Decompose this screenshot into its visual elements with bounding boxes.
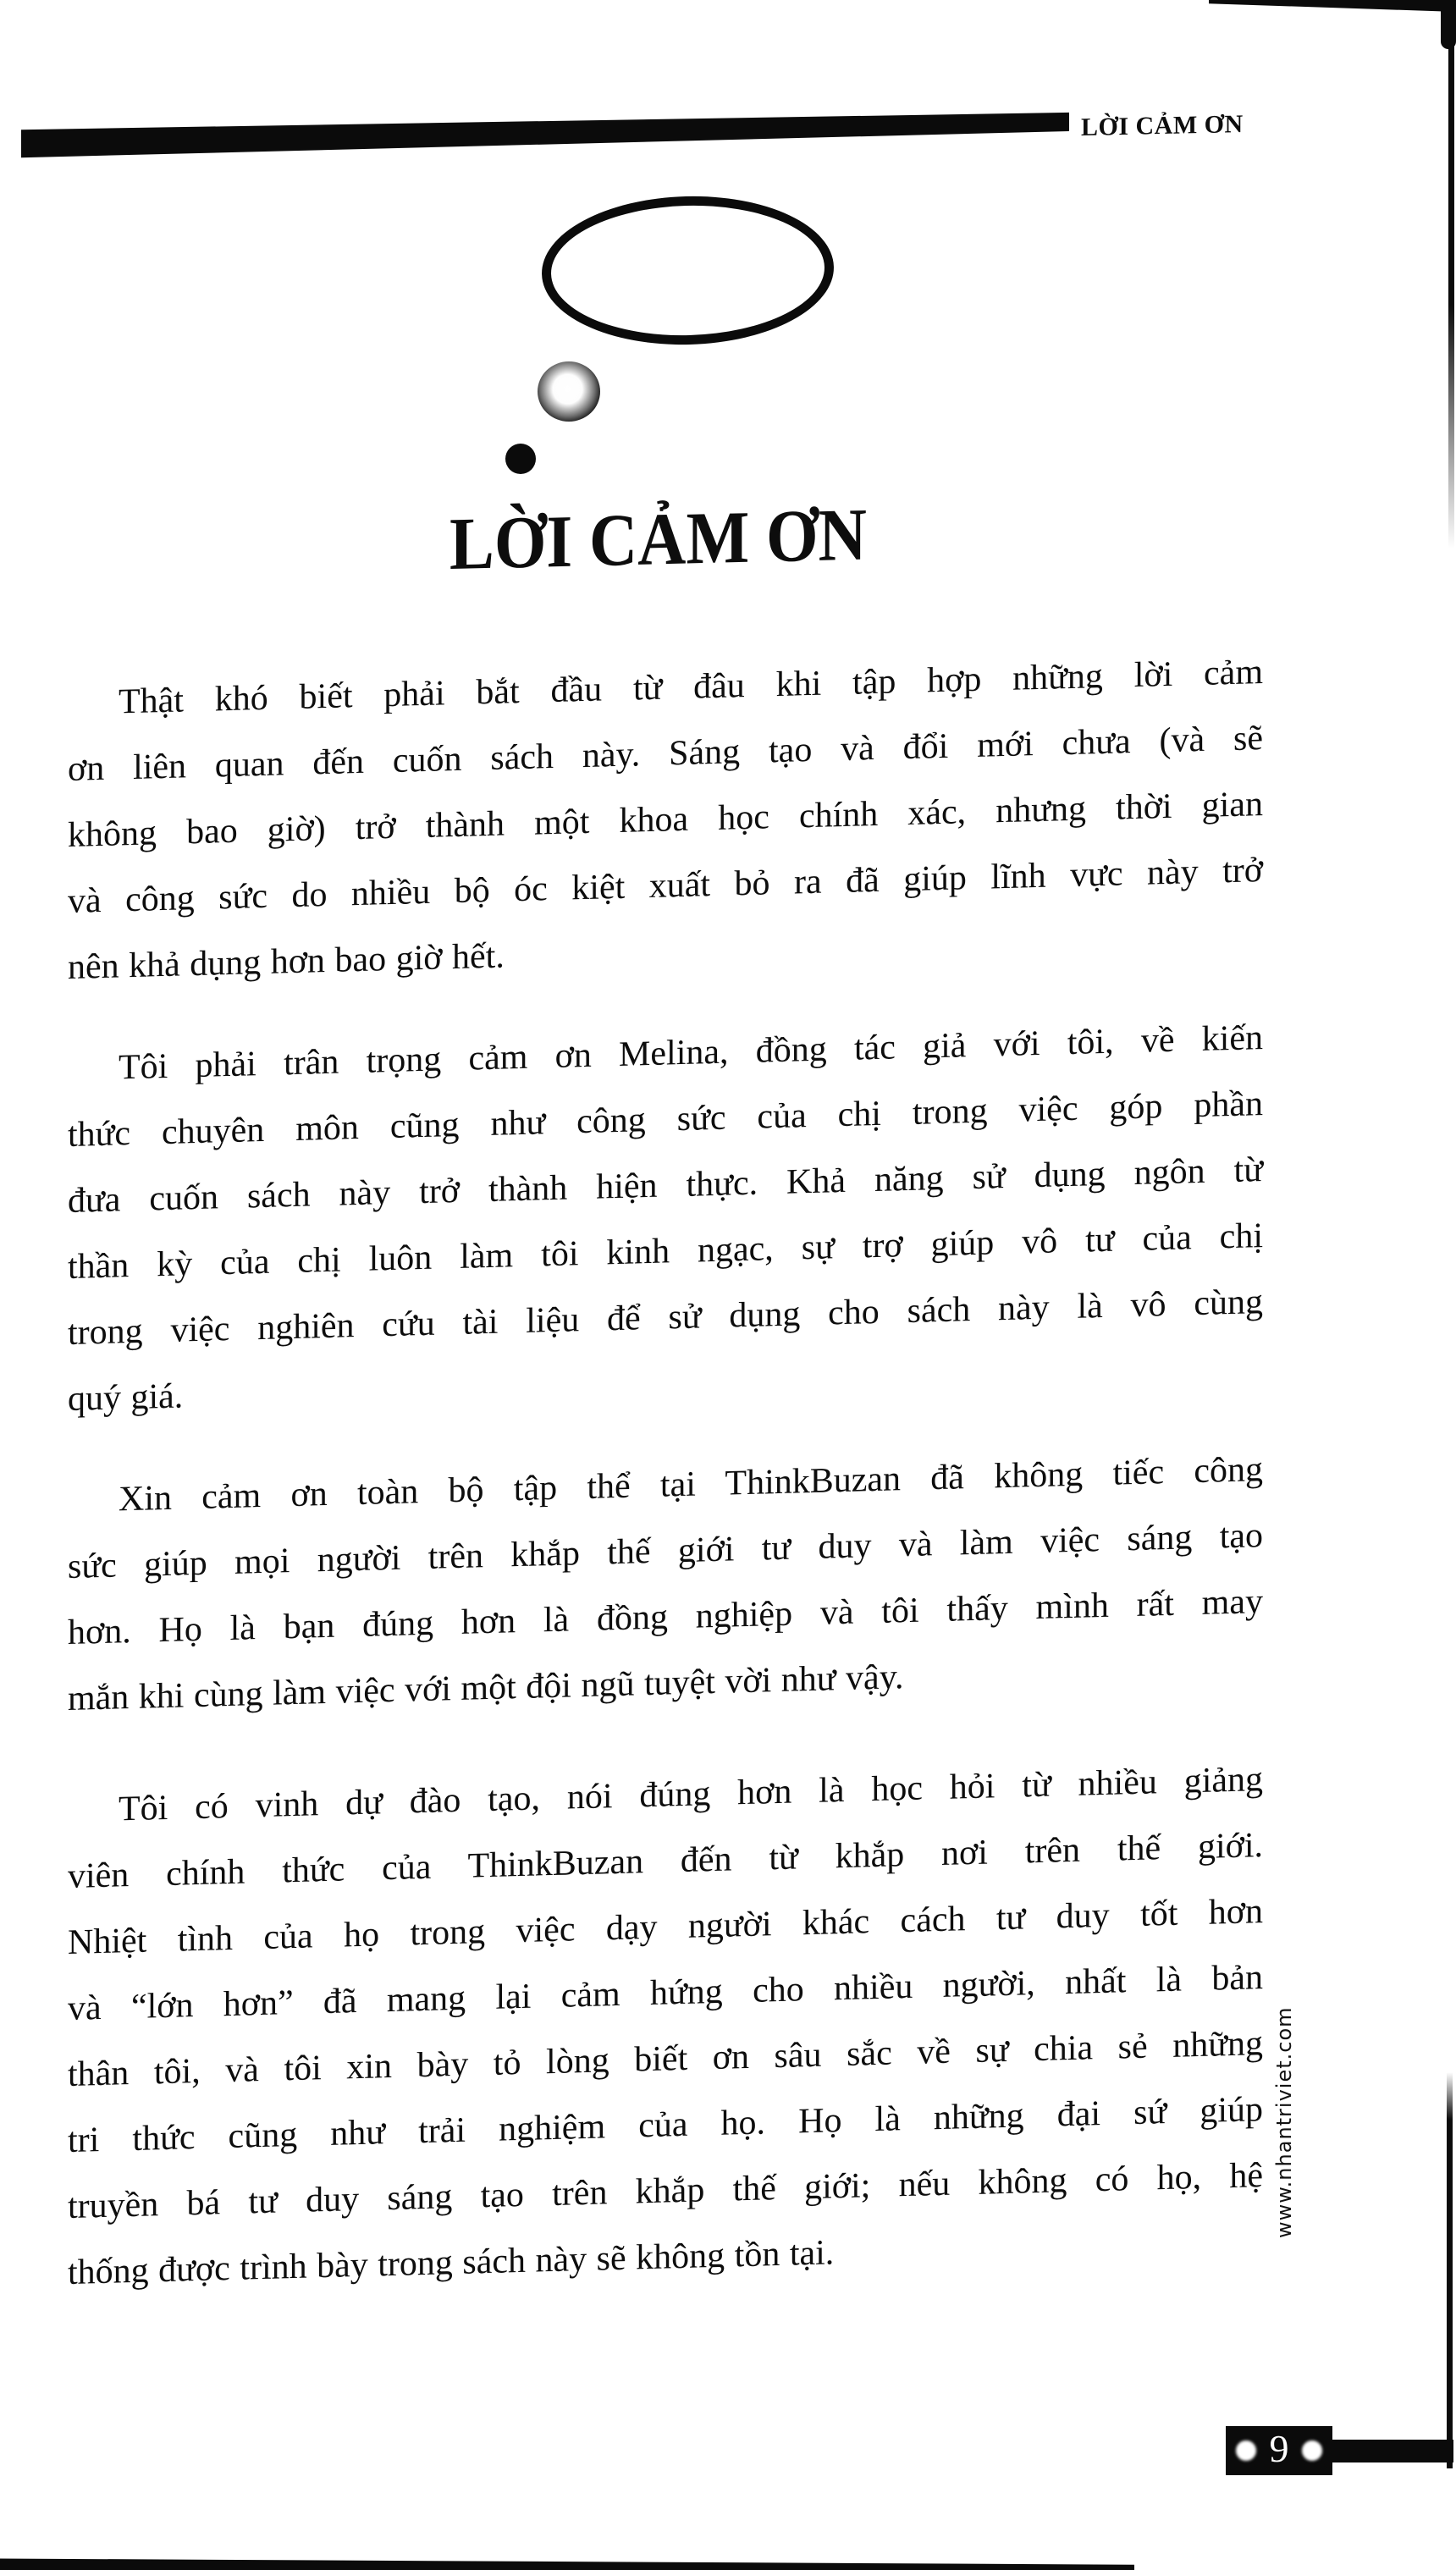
text-line: thức chuyên môn cũng như công sức của chị trong việc góp phần bbox=[68, 1084, 1263, 1155]
text-line: tri thức cũng như trải nghiệm của họ. Họ là những đại sứ giúp bbox=[68, 2090, 1263, 2160]
page-number: 9 bbox=[1269, 2427, 1289, 2470]
text-line: Tôi phải trân trọng cảm ơn Melina, đồng tác giả với tôi, về kiến bbox=[119, 1018, 1263, 1088]
footer-rule bbox=[0, 2557, 1134, 2570]
page-title: LỜI CẢM ƠN bbox=[449, 494, 867, 586]
text-line: và công sức do nhiều bộ óc kiệt xuất bỏ ra đã giúp lĩnh vực này trở bbox=[68, 851, 1263, 921]
body-text bbox=[68, 639, 1263, 2306]
text-line: nên khả dụng hơn bao giờ hết. bbox=[68, 936, 505, 987]
text-line: thân tôi, và tôi xin bày tỏ lòng biết ơn sâu sắc về sự chia sẻ những bbox=[68, 2024, 1263, 2094]
paragraph bbox=[68, 1005, 1263, 1432]
text-line: viên chính thức của ThinkBuzan đến từ khắp nơi trên thế giới. bbox=[68, 1826, 1263, 1896]
page-edge-line-bottom bbox=[1447, 2072, 1453, 2468]
text-line: đưa cuốn sách này trở thành hiện thực. Khả năng sử dụng ngôn từ bbox=[68, 1150, 1263, 1221]
thought-bubble-ring-icon bbox=[538, 361, 600, 422]
badge-dot-right-icon bbox=[1302, 2440, 1322, 2461]
paragraph bbox=[68, 639, 1263, 1001]
text-line: không bao giờ) trở thành một khoa học chính xác, nhưng thời gian bbox=[68, 785, 1263, 855]
text-line: Nhiệt tình của họ trong việc dạy người khác cách tư duy tốt hơn bbox=[68, 1892, 1263, 1962]
text-line: Xin cảm ơn toàn bộ tập thể tại ThinkBuzan đã không tiếc công bbox=[119, 1450, 1263, 1519]
text-line: ơn liên quan đến cuốn sách này. Sáng tạo và đổi mới chưa (và sẽ bbox=[68, 719, 1263, 789]
text-line: quý giá. bbox=[68, 1376, 184, 1419]
text-line: và “lớn hơn” đã mang lại cảm hứng cho nhiều người, nhất là bản bbox=[68, 1958, 1263, 2028]
page-number-badge bbox=[1226, 2426, 1332, 2475]
text-line: thần kỳ của chị luôn làm tôi kinh ngạc, sự trợ giúp vô tư của chị bbox=[68, 1216, 1263, 1287]
thought-bubble-ellipse-icon bbox=[540, 193, 836, 349]
text-line: thống được trình bày trong sách này sẽ không tồn tại. bbox=[68, 2233, 835, 2292]
top-edge-scan-mark bbox=[1209, 0, 1456, 12]
paragraph bbox=[68, 1437, 1263, 1732]
running-header: LỜI CẢM ƠN bbox=[1081, 109, 1244, 141]
text-line: Thật khó biết phải bắt đầu từ đâu khi tập hợp những lời cảm bbox=[119, 653, 1263, 722]
text-line: mắn khi cùng làm việc với một đội ngũ tuyệt vời như vậy. bbox=[68, 1657, 904, 1718]
thought-bubble-dot-icon bbox=[505, 444, 536, 474]
website-watermark: www.nhantriviet.com bbox=[1272, 2006, 1296, 2238]
paragraph bbox=[68, 1746, 1263, 2306]
text-line: trong việc nghiên cứu tài liệu để sử dụng cho sách này là vô cùng bbox=[68, 1282, 1263, 1353]
text-line: sức giúp mọi người trên khắp thế giới tư duy và làm việc sáng tạo bbox=[68, 1516, 1263, 1586]
badge-dot-left-icon bbox=[1236, 2440, 1256, 2461]
page-number-rule bbox=[1332, 2440, 1453, 2462]
header-rule bbox=[21, 110, 1069, 159]
page-edge-line-top bbox=[1448, 7, 1454, 549]
text-line: truyền bá tư duy sáng tạo trên khắp thế giới; nếu không có họ, hệ bbox=[68, 2156, 1263, 2226]
text-line: hơn. Họ là bạn đúng hơn là đồng nghiệp và tôi thấy mình rất may bbox=[68, 1582, 1263, 1652]
text-line: Tôi có vinh dự đào tạo, nói đúng hơn là học hỏi từ nhiều giảng bbox=[119, 1760, 1263, 1829]
